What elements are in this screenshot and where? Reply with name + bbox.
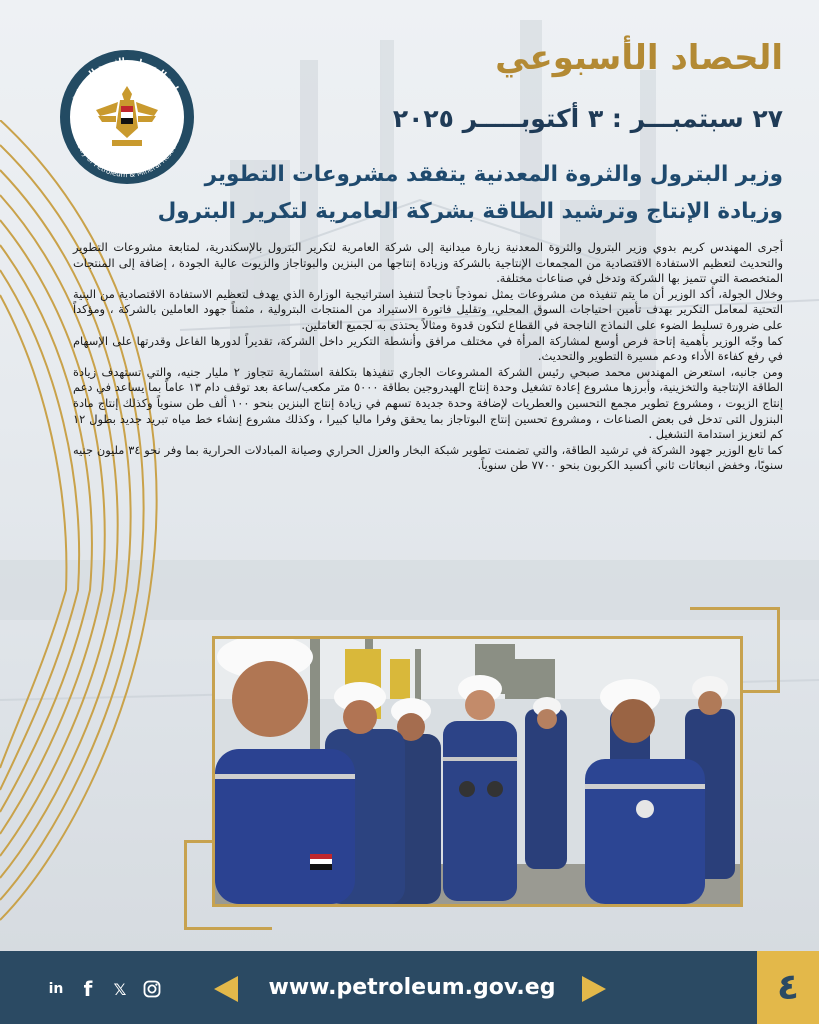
page-number: ٤ — [757, 951, 819, 1024]
page-title: الحصاد الأسبوعي — [495, 38, 783, 78]
previous-page-arrow-icon[interactable] — [214, 976, 238, 1002]
headline-line-1: وزير البترول والثروة المعدنية يتفقد مشروعات التطوير — [204, 162, 783, 187]
article-paragraph: كما وجّه الوزير بأهمية إتاحة فرص أوسع لمشاركة المرأة في مختلف مرافق وأنشطة التكرير داخل الشركة، تقديراً لدورها الفاعل وقدرتها على الإسهام في رفع كفاءة الأداء ودعم مسيرة التطوير والتحديث. — [73, 333, 783, 364]
logo-english-text: Ministry of Petroleum & Mineral Resources — [70, 130, 184, 180]
article-headline — [143, 156, 783, 230]
website-link[interactable]: www.petroleum.gov.eg — [268, 975, 556, 1000]
article-paragraph: وخلال الجولة، أكد الوزير أن ما يتم تنفيذه من مشروعات يمثل نموذجاً ناجحاً لتنفيذ استراتيجية الوزارة الذي يهدف لتعظيم الاستفادة الاقتصادية من البنية التحتية لمعامل التكرير بهدف تأمين احتياجات السوق المحلي، وتقليل فاتورة الاستيراد من المنتجات البترولية ، مثمناً جهود العاملين بالشركة ، ومؤكداً على ضرورة تسليط الضوء على النماذج الناجحة في القطاع لتكون قدوة ومثالاً يحتذى به لجميع العاملين. — [73, 286, 783, 332]
next-page-arrow-icon[interactable] — [582, 976, 606, 1002]
linkedin-icon[interactable]: in — [48, 981, 64, 997]
svg-text:وزارة البترول والثروة المعدنية — [70, 57, 185, 102]
site-visit-photo — [212, 636, 743, 907]
article-paragraph: أجرى المهندس كريم بدوي وزير البترول والثروة المعدنية زيارة ميدانية إلى شركة العامرية لتكرير البترول بالإسكندرية، لمتابعة مشروعات التطوير والتحديث لتعظيم الاستفادة الاقتصادية من المجمعات الإنتاجية بالشركة وزيادة إنتاجها من البنزين والبوتاجاز والزيوت عالية الجودة ، إضافة إلى المنتجات المتخصصة التي تتميز بها الشركة وتدخل في صناعات مختلفة. — [73, 240, 783, 286]
article-body — [73, 240, 783, 474]
workers-in-hardhats-illustration — [215, 639, 740, 904]
article-paragraph: ومن جانبه، استعرض المهندس محمد صبحي رئيس الشركة المشروعات الجاري تنفيذها بتكلفة استثمارية تتجاوز ٢ مليار جنيه، والتي تستهدف زيادة الطاقة الإنتاجية والتخزينية، وأبرزها مشروع إعادة تشغيل وحدة إنتاج الهيدروجين بطاقة ٥٠٠٠ متر مكعب/ساعة بعد توقف دام ١٣ عاماً بما يساعد في دعم إنتاج الزيوت ، ومشروع تطوير مجمع التحسين والعطريات لإضافة وحدة جديدة تسهم في زيادة إنتاج البنزين بنحو ١٠٠ ألف طن سنوياً وكذلك إنتاج مادة البنزول التى تدخل فى بعض الصناعات ، ومشروع تحسين إنتاج البوتاجاز بما يحقق وفرا ماليا كبيرا ، وكذلك مشروع إنشاء خط مياه تبريد جديد بطول ١٢ كم لتعزيز استدامة التشغيل . — [73, 364, 784, 442]
instagram-icon[interactable] — [140, 977, 164, 1001]
date-range: ٢٧ سبتمبـــر : ٣ أكتوبـــــر ٢٠٢٥ — [392, 104, 783, 133]
logo-arabic-text: وزارة البترول والثروة المعدنية — [69, 56, 185, 103]
headline-line-2: وزيادة الإنتاج وترشيد الطاقة بشركة العامرية لتكرير البترول — [157, 199, 783, 224]
article-paragraph: كما تابع الوزير جهود الشركة في ترشيد الطاقة، والتي تضمنت تطوير شبكة البخار والعزل الحراري وصيانة المبادلات الحرارية بما وفر نحو ٣٤ مليون جنيه سنويًا، وخفض انبعاثات ثاني أكسيد الكربون بنحو ٧٧٠٠ طن سنوياً. — [73, 442, 783, 473]
facebook-icon[interactable]: f — [83, 977, 93, 1001]
x-icon[interactable]: 𝕏 — [113, 979, 127, 999]
